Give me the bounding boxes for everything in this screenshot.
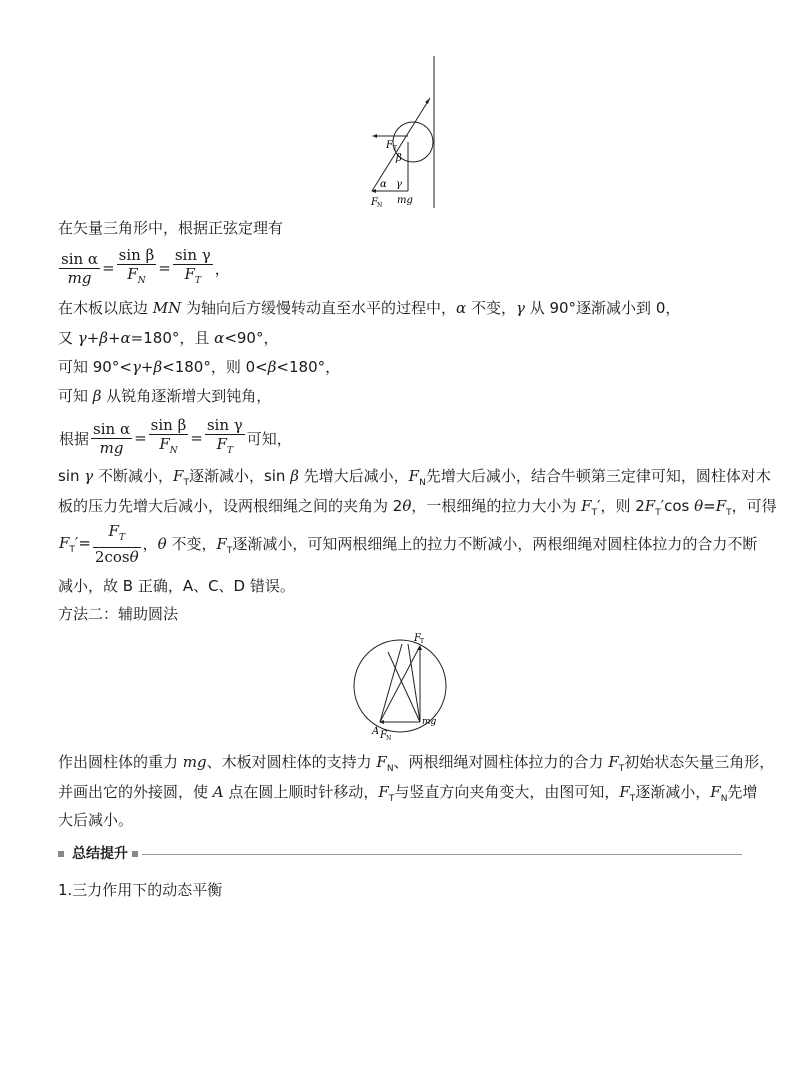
label-fn-sub: N — [386, 735, 392, 742]
subscript: T — [69, 544, 75, 555]
symbol: F — [173, 467, 184, 485]
text: ′cos — [660, 497, 695, 515]
fraction-den: 2cos — [94, 548, 130, 566]
label-fn: F — [380, 730, 387, 741]
equals-sign: = — [134, 429, 147, 447]
symbol: β — [267, 358, 277, 376]
text: 又 — [58, 329, 78, 347]
symbol: F — [581, 497, 592, 515]
paragraph-8 — [58, 522, 758, 566]
fraction-1 — [91, 420, 132, 457]
fraction-3 — [205, 416, 245, 460]
subscript: T — [591, 508, 598, 518]
label-a: A — [372, 726, 380, 737]
label-alpha: α — [380, 179, 387, 190]
text: 根据 — [59, 429, 90, 448]
text: 先增 — [727, 783, 758, 801]
paragraph-5 — [58, 386, 271, 406]
text: ，可得 — [731, 497, 777, 515]
fraction-num: F — [108, 522, 119, 540]
summary-label: 总结提升 — [72, 846, 128, 862]
subscript: T — [655, 508, 661, 518]
text: 初始状态矢量三角形， — [624, 753, 775, 771]
force-triangle-figure — [358, 56, 448, 208]
text: 180°，且 — [143, 329, 215, 347]
symbol: γ+β — [131, 358, 163, 376]
text: 从锐角逐渐增大到钝角， — [101, 387, 272, 405]
subscript: T — [183, 478, 189, 488]
text: 与竖直方向夹角变大，由图可知， — [394, 783, 620, 801]
fraction-2-den: F — [127, 265, 138, 283]
text: 从 90°逐渐减小到 0， — [524, 299, 681, 317]
symbol: F — [619, 783, 630, 801]
subscript: T — [629, 794, 636, 804]
symbol: F — [644, 497, 656, 515]
sine-rule-equation — [58, 246, 231, 290]
symbol: α — [456, 299, 467, 317]
fraction-3-den: F — [216, 435, 227, 453]
horizontal-arrowhead — [372, 134, 377, 138]
label-fn: F — [371, 197, 378, 208]
label-ft: F — [414, 633, 421, 644]
auxiliary-circle-figure — [350, 630, 450, 742]
text: 板的压力先增大后减小，设两根细绳之间的夹角为 2 — [58, 497, 403, 515]
summary-heading — [58, 844, 742, 864]
symbol: F — [715, 497, 727, 515]
label-mg: mg — [422, 717, 437, 727]
symbol: mg — [182, 753, 207, 771]
symbol: α — [214, 329, 225, 347]
label-mg: mg — [397, 195, 413, 206]
symbol: F — [710, 783, 721, 801]
fraction-2-den-sub: N — [137, 276, 146, 286]
text: sin — [58, 467, 85, 485]
symbol: θ — [402, 497, 412, 515]
symbol: F — [59, 533, 70, 552]
symbol: θ — [157, 534, 167, 553]
symbol: θ — [694, 497, 704, 515]
text: ， — [142, 534, 158, 553]
fraction-2 — [149, 416, 189, 460]
fn-arrowhead — [379, 720, 384, 724]
text: 并画出它的外接圆，使 — [58, 783, 213, 801]
fraction-num-sub: T — [118, 533, 125, 543]
text: 可知， — [246, 429, 292, 448]
fraction-3 — [173, 246, 213, 290]
fraction-1 — [59, 250, 100, 287]
symbol: γ — [84, 467, 94, 485]
text: <90°， — [224, 329, 279, 347]
subscript: N — [386, 764, 394, 774]
paragraph-10: 方法二：辅助圆法 — [58, 605, 179, 623]
fraction-1-num: sin α — [93, 419, 131, 438]
symbol: A — [212, 783, 224, 801]
paragraph-7 — [58, 496, 777, 523]
paragraph-4 — [58, 357, 340, 377]
fraction-2-den-sub: N — [169, 446, 178, 456]
label-beta: β — [396, 153, 402, 164]
equals-sign: = — [190, 429, 203, 447]
paragraph-14: 1.三力作用下的动态平衡 — [58, 881, 223, 899]
label-fn-sub: N — [377, 202, 383, 208]
fraction-1-den: mg — [67, 268, 92, 287]
text: 不断减小， — [93, 467, 174, 485]
text: 先增大后减小， — [298, 467, 409, 485]
symbol: γ+β+α= — [77, 329, 144, 347]
subscript: T — [618, 764, 625, 774]
paragraph-12 — [58, 782, 757, 809]
symbol: F — [408, 467, 420, 485]
text: = — [703, 497, 716, 515]
paragraph-3 — [58, 328, 278, 348]
comma: ， — [214, 259, 230, 278]
square-bullet-icon — [132, 851, 138, 857]
text: ′，则 2 — [597, 497, 645, 515]
fraction-3-den-sub: T — [194, 276, 201, 286]
symbol: F — [376, 753, 387, 771]
sine-rule-equation-2 — [58, 416, 293, 460]
chord-2 — [380, 644, 402, 722]
text: <180°，则 0< — [162, 358, 268, 376]
ft-arrowhead — [425, 98, 430, 104]
symbol: MN — [152, 299, 182, 317]
fraction-1-den: mg — [99, 438, 124, 457]
text: 先增大后减小，结合牛顿第三定律可知，圆柱体对木 — [425, 467, 771, 485]
fraction-1-num: sin α — [61, 249, 99, 268]
text: 逐渐减小， — [635, 783, 711, 801]
paragraph-2 — [58, 298, 680, 318]
text: 不变， — [466, 299, 516, 317]
text: 逐渐减小，sin — [188, 467, 291, 485]
summary-divider — [142, 854, 742, 855]
subscript: T — [226, 545, 233, 556]
subscript: N — [419, 478, 426, 488]
text: 、两根细绳对圆柱体拉力的合力 — [393, 753, 609, 771]
fraction-2 — [117, 246, 157, 290]
text: 在木板以底边 — [58, 299, 153, 317]
paragraph-6 — [58, 466, 771, 493]
symbol: β — [290, 467, 299, 485]
text: 可知 — [58, 387, 93, 405]
text: 逐渐减小，可知两根细绳上的拉力不断减小，两根细绳对圆柱体拉力的合力不断 — [232, 534, 758, 553]
text: <180°， — [276, 358, 341, 376]
paragraph-11 — [58, 752, 774, 779]
fraction-2-den: F — [159, 435, 170, 453]
symbol: F — [216, 534, 227, 553]
text: 点在圆上顺时针移动， — [223, 783, 379, 801]
symbol: β — [92, 387, 102, 405]
fraction-2-num: sin β — [150, 416, 187, 434]
symbol: F — [378, 783, 389, 801]
text: 作出圆柱体的重力 — [58, 753, 183, 771]
equals-sign: = — [102, 259, 115, 277]
equals-sign: = — [158, 259, 171, 277]
text: 、木板对圆柱体的支持力 — [206, 753, 377, 771]
paragraph-9: 减小，故 B 正确，A、C、D 错误。 — [58, 577, 295, 595]
subscript: T — [388, 794, 395, 804]
text: 可知 90°< — [58, 358, 132, 376]
chord-3 — [388, 652, 420, 722]
ft-vector — [372, 98, 430, 191]
paragraph-13: 大后减小。 — [58, 811, 134, 829]
fraction-2-num: sin β — [118, 246, 155, 264]
paragraph-1: 在矢量三角形中，根据正弦定理有 — [58, 219, 284, 237]
chord-4 — [408, 644, 420, 722]
fraction-3-num: sin γ — [206, 416, 243, 434]
fraction-den-symbol: θ — [129, 548, 139, 566]
label-ft-sub: T — [393, 145, 398, 152]
text: 为轴向后方缓慢转动直至水平的过程中， — [181, 299, 457, 317]
symbol: F — [608, 753, 619, 771]
label-gamma: γ — [396, 179, 402, 190]
subscript: N — [720, 794, 728, 804]
fn-arrowhead — [371, 189, 376, 193]
subscript: T — [726, 508, 732, 518]
text: ′= — [74, 533, 91, 552]
square-bullet-icon — [58, 851, 64, 857]
fraction-3-den: F — [184, 265, 195, 283]
label-ft: F — [386, 140, 393, 151]
label-ft-sub: T — [420, 638, 425, 645]
tension-fraction — [93, 522, 141, 566]
fraction-3-den-sub: T — [226, 446, 233, 456]
text: 不变， — [166, 534, 217, 553]
text: ，一根细绳的拉力大小为 — [411, 497, 582, 515]
symbol: γ — [515, 299, 525, 317]
fraction-3-num: sin γ — [174, 246, 211, 264]
